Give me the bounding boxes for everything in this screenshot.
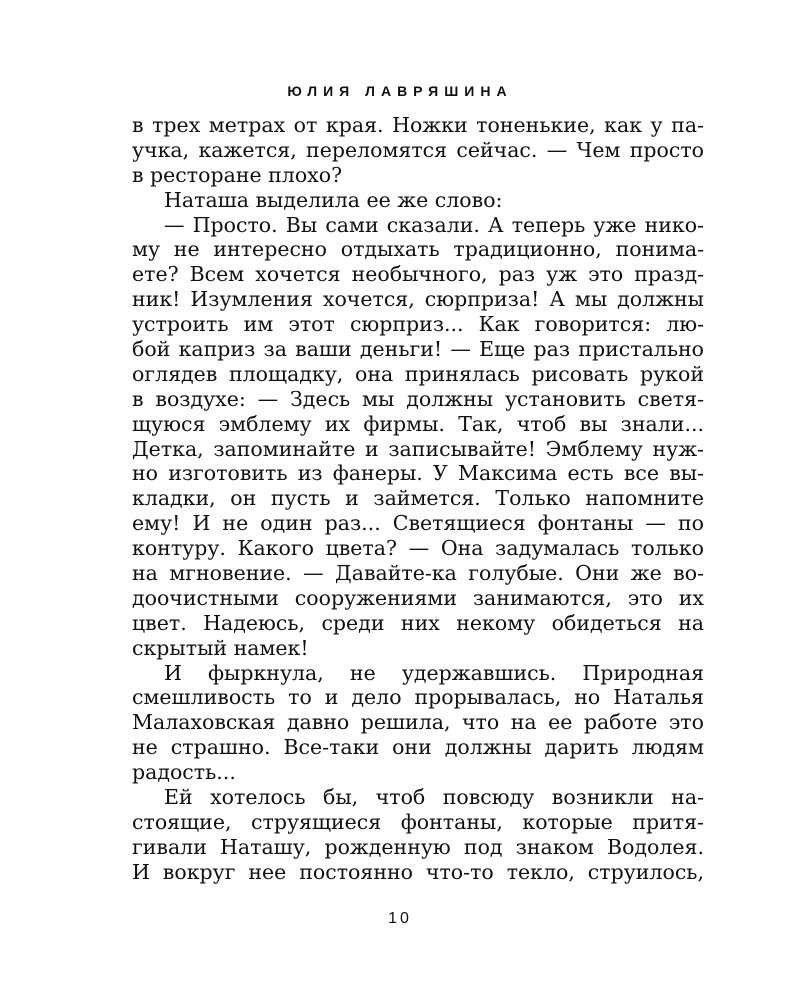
- text-line: смешливость то и дело прорывалась, но Наталья: [132, 685, 704, 710]
- paragraph-1: [132, 113, 704, 188]
- text-line: оглядев площадку, она принялась рисовать рукой: [132, 361, 704, 386]
- page-number: 10: [388, 910, 412, 927]
- text-line: Детка, запоминайте и записывайте! Эмблему нуж-: [132, 436, 704, 461]
- text-line: И вокруг нее постоянно что-то текло, струилось,: [132, 859, 704, 884]
- text-line: на мгновение. — Давайте-ка голубые. Они же во-: [132, 561, 704, 586]
- text-line: в воздухе: — Здесь мы должны установить светя-: [132, 386, 704, 411]
- text-line: Ей хотелось бы, чтоб повсюду возникли на-: [164, 785, 704, 810]
- text-line: щуюся эмблему их фирмы. Так, чтоб вы знали...: [132, 411, 704, 436]
- text-line: ете? Всем хочется необычного, раз уж это празд-: [132, 262, 704, 287]
- text-line: учка, кажется, переломятся сейчас. — Чем просто: [132, 137, 704, 162]
- text-line: не страшно. Все-таки они должны дарить людям: [132, 735, 704, 760]
- text-line: Малаховская давно решила, что на ее работе это: [132, 710, 704, 735]
- paragraph-4: [132, 661, 704, 785]
- text-line: доочистными сооружениями занимаются, это их: [132, 585, 704, 610]
- text-line: кладки, он пусть и займется. Только напомните: [132, 486, 704, 511]
- text-line: — Просто. Вы сами сказали. А теперь уже нико-: [164, 212, 704, 237]
- text-line: ему! И не один раз... Светящиеся фонтаны — по: [132, 511, 704, 536]
- text-line: радость...: [132, 760, 236, 785]
- paragraph-3: [132, 213, 704, 661]
- text-line: стоящие, струящиеся фонтаны, которые притя-: [132, 809, 704, 834]
- text-line: но изготовить из фанеры. У Максима есть все вы-: [132, 461, 704, 486]
- paragraph-5: [132, 785, 704, 885]
- text-line: цвет. Надеюсь, среди них некому обидеться на: [132, 610, 704, 635]
- text-line: И фыркнула, не удержавшись. Природная: [164, 660, 704, 685]
- running-header: ЮЛИЯ ЛАВРЯШИНА: [287, 83, 513, 99]
- text-line: бой каприз за ваши деньги! — Еще раз пристально: [132, 337, 704, 362]
- text-line: Наташа выделила ее же слово:: [164, 187, 503, 212]
- paragraph-2: [132, 188, 704, 213]
- text-line: гивали Наташу, рожденную под знаком Водолея.: [132, 834, 704, 859]
- text-line: скрытый намек!: [132, 635, 309, 660]
- text-line: в трех метрах от края. Ножки тоненькие, как у па-: [132, 113, 704, 137]
- text-line: ник! Изумления хочется, сюрприза! А мы должны: [132, 287, 704, 312]
- text-line: в ресторане плохо?: [132, 162, 343, 187]
- body-text: [132, 113, 704, 885]
- text-line: контуру. Какого цвета? — Она задумалась только: [132, 536, 704, 561]
- text-line: му не интересно отдыхать традиционно, понима-: [132, 237, 704, 262]
- text-line: устроить им этот сюрприз... Как говорится: лю-: [132, 312, 704, 337]
